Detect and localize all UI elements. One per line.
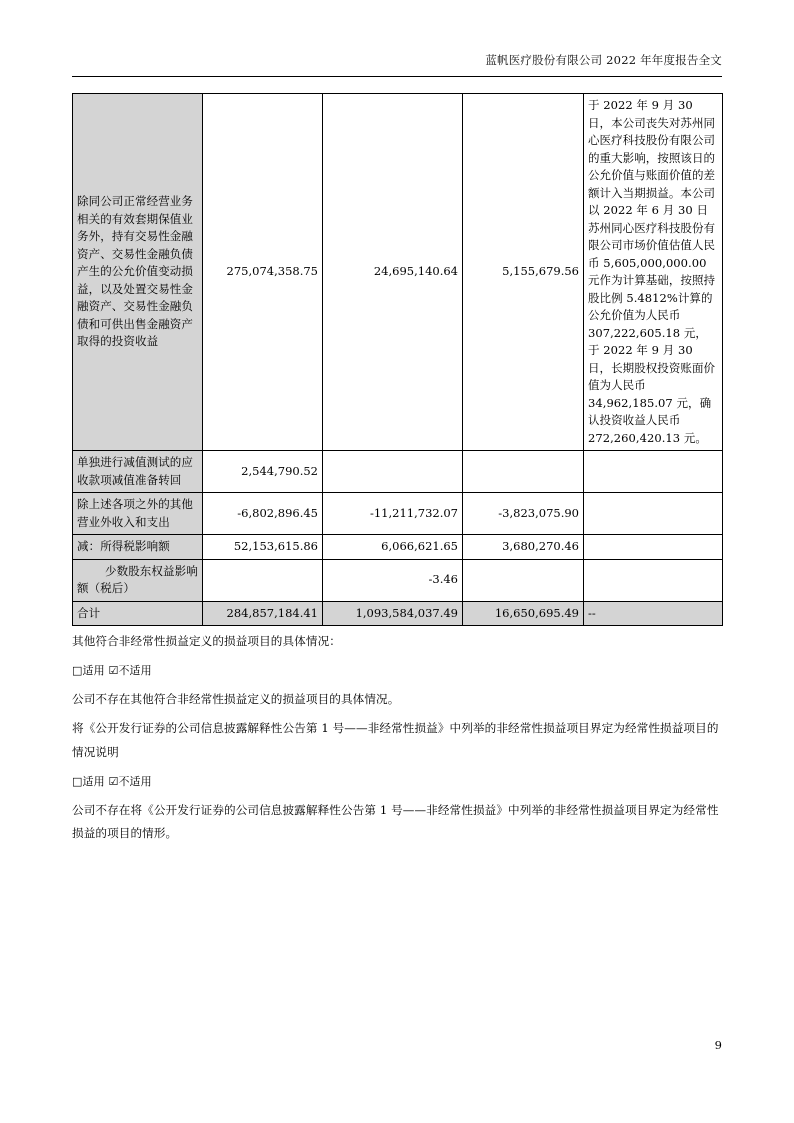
row-value-col2: 24,695,140.64 bbox=[323, 94, 463, 451]
table-row bbox=[73, 559, 723, 601]
row-label: 单独进行减值测试的应收款项减值准备转回 bbox=[73, 451, 203, 493]
row-value-col1: 284,857,184.41 bbox=[203, 601, 323, 626]
row-value-col3: 5,155,679.56 bbox=[463, 94, 584, 451]
row-note bbox=[584, 451, 723, 493]
body-text bbox=[72, 630, 724, 851]
row-note bbox=[584, 559, 723, 601]
checkbox-unchecked-icon[interactable]: □适用 bbox=[72, 774, 105, 788]
row-note: 于 2022 年 9 月 30 日，本公司丧失对苏州同心医疗科技股份有限公司的重大影响，按照该日的公允价值与账面价值的差额计入当期损益。本公司以 2022 年 6 月 30 日苏州同心医疗科技股份有限公司市场价值估值人民币 5,605,000,000.00 元作为计算基础，按照持股比例 5.4812%计算的公允价值为人民币 307,222,605.18 元，于 2022 年 9 月 30 日，长期股权投资账面价值为人民币 34,962,185.07 元，确认投资收益人民币 272,260,420.13 元。 bbox=[584, 94, 723, 451]
row-value-col3 bbox=[463, 559, 584, 601]
row-value-col1: 275,074,358.75 bbox=[203, 94, 323, 451]
checkbox-checked-icon[interactable]: ☑不适用 bbox=[108, 774, 152, 788]
table-row bbox=[73, 535, 723, 560]
table-row bbox=[73, 493, 723, 535]
row-label: 合计 bbox=[73, 601, 203, 626]
running-header: 蓝帆医疗股份有限公司 2022 年年度报告全文 bbox=[485, 53, 722, 67]
row-note bbox=[584, 493, 723, 535]
row-value-col2: 1,093,584,037.49 bbox=[323, 601, 463, 626]
row-value-col1: 52,153,615.86 bbox=[203, 535, 323, 560]
non-recurring-items-table-wrapper bbox=[72, 93, 722, 626]
header-divider bbox=[72, 76, 722, 77]
row-label: 除同公司正常经营业务相关的有效套期保值业务外，持有交易性金融资产、交易性金融负债产生的公允价值变动损益，以及处置交易性金融资产、交易性金融负债和可供出售金融资产取得的投资收益 bbox=[73, 94, 203, 451]
checkbox-unchecked-icon[interactable]: □适用 bbox=[72, 664, 105, 677]
table-row bbox=[73, 451, 723, 493]
row-value-col2: -3.46 bbox=[323, 559, 463, 601]
paragraph-no-other-items: 公司不存在其他符合非经常性损益定义的损益项目的具体情况。 bbox=[72, 692, 400, 706]
row-value-col3 bbox=[463, 451, 584, 493]
table-row bbox=[73, 94, 723, 451]
page-number: 9 bbox=[714, 1038, 722, 1052]
checkbox-checked-icon[interactable]: ☑不适用 bbox=[108, 664, 152, 677]
row-value-col1: 2,544,790.52 bbox=[203, 451, 323, 493]
row-value-col1 bbox=[203, 559, 323, 601]
row-label: 少数股东权益影响额（税后） bbox=[73, 559, 203, 601]
row-value-col2: 6,066,621.65 bbox=[323, 535, 463, 560]
row-value-col3: 3,680,270.46 bbox=[463, 535, 584, 560]
row-label: 减：所得税影响额 bbox=[73, 535, 203, 560]
paragraph-other-items-intro: 其他符合非经常性损益定义的损益项目的具体情况： bbox=[72, 634, 341, 648]
row-value-col2 bbox=[323, 451, 463, 493]
non-recurring-items-table bbox=[72, 93, 723, 626]
row-label: 除上述各项之外的其他营业外收入和支出 bbox=[73, 493, 203, 535]
row-value-col3: 16,650,695.49 bbox=[463, 601, 584, 626]
applicability-line-1 bbox=[72, 659, 724, 683]
row-value-col2: -11,211,732.07 bbox=[323, 493, 463, 535]
table-row-total bbox=[73, 601, 723, 626]
row-note: -- bbox=[584, 601, 723, 626]
row-value-col1: -6,802,896.45 bbox=[203, 493, 323, 535]
row-value-col3: -3,823,075.90 bbox=[463, 493, 584, 535]
paragraph-no-reclassification: 公司不存在将《公开发行证券的公司信息披露解释性公告第 1 号——非经常性损益》中列举的非经常性损益项目界定为经常性损益的项目的情形。 bbox=[72, 802, 719, 840]
paragraph-reclassification-heading: 将《公开发行证券的公司信息披露解释性公告第 1 号——非经常性损益》中列举的非经常性损益项目界定为经常性损益项目的情况说明 bbox=[72, 721, 719, 759]
row-note bbox=[584, 535, 723, 560]
applicability-line-2 bbox=[72, 770, 724, 794]
